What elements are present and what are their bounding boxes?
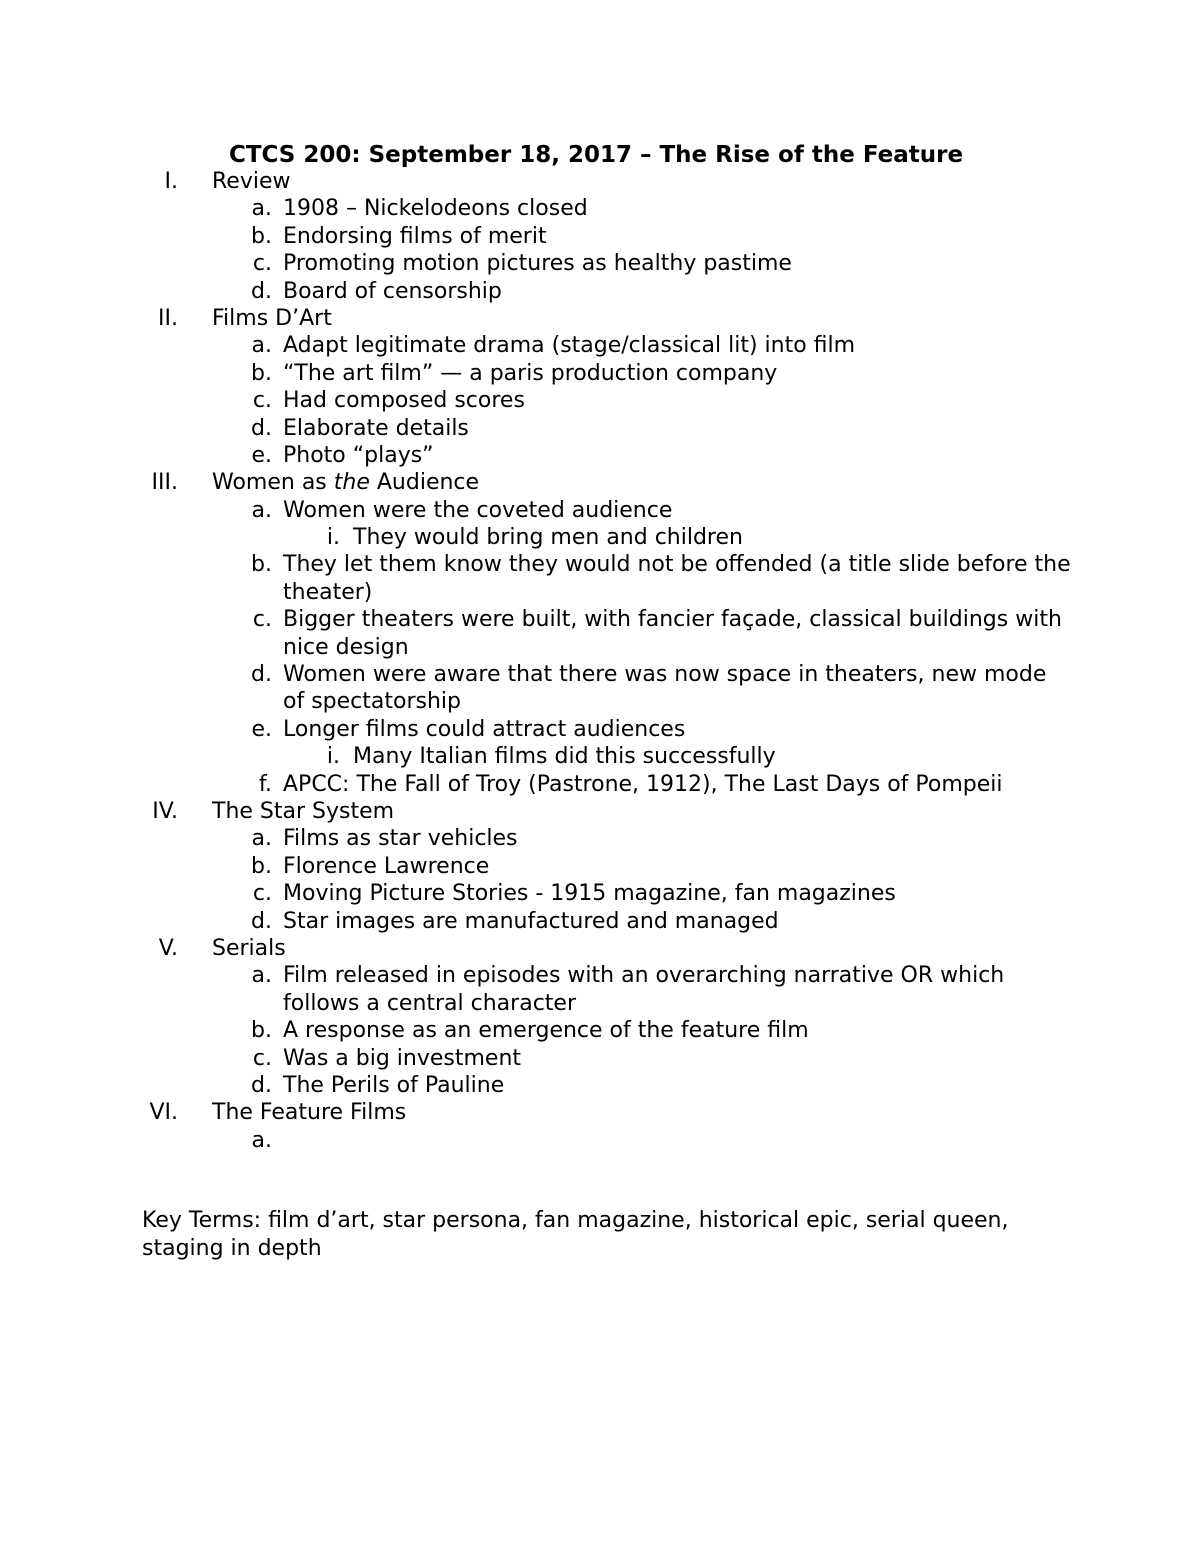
list-item: [0, 908, 1200, 935]
item-marker: d.: [251, 278, 272, 304]
document-title: CTCS 200: September 18, 2017 – The Rise of the Feature: [228, 142, 964, 168]
list-item: [0, 1017, 1200, 1044]
section-numeral: III.: [151, 470, 178, 496]
item-text: Women were aware that there was now space in theaters, new mode of spectatorship: [283, 662, 1047, 715]
item-marker: b.: [251, 223, 272, 249]
section-heading: [0, 168, 1200, 195]
section-numeral: I.: [164, 169, 178, 194]
item-marker: a.: [251, 963, 272, 989]
item-text: The Perils of Pauline: [283, 1072, 505, 1098]
list-item: [0, 332, 1200, 359]
list-item: [0, 387, 1200, 414]
item-marker: d.: [251, 908, 272, 934]
subitem-text: Many Italian films did this successfully: [353, 744, 776, 770]
key-terms: Key Terms: film d’art, star persona, fan magazine, historical epic, serial queen, staging in depth: [142, 1208, 1009, 1261]
item-text: Florence Lawrence: [283, 853, 490, 879]
item-marker: d.: [251, 662, 272, 688]
list-item: [0, 962, 1200, 1017]
section-title-part: Audience: [369, 470, 480, 496]
item-text: Endorsing films of merit: [283, 223, 547, 249]
list-item: [0, 278, 1200, 305]
list-item: [0, 606, 1200, 661]
subitem-text: They would bring men and children: [353, 525, 743, 551]
item-text: Star images are manufactured and managed: [283, 908, 779, 934]
sub-list-item: [0, 524, 1200, 551]
section-heading: [0, 305, 1200, 332]
item-text: Film released in episodes with an overarching narrative OR which follows a central character: [283, 963, 1005, 1016]
list-item: [0, 716, 1200, 743]
item-marker: a.: [251, 497, 272, 523]
list-item: [0, 661, 1200, 716]
subitem-marker: i.: [326, 525, 340, 551]
section-numeral: V.: [158, 935, 178, 961]
section-heading: [0, 935, 1200, 962]
item-marker: e.: [251, 442, 272, 468]
item-text: Promoting motion pictures as healthy pastime: [283, 251, 792, 277]
section-numeral: VI.: [149, 1100, 178, 1126]
list-item: [0, 1127, 1200, 1154]
item-text: Was a big investment: [283, 1045, 522, 1071]
item-text: Board of censorship: [283, 278, 502, 304]
item-marker: d.: [251, 1072, 272, 1098]
list-item: [0, 1045, 1200, 1072]
list-item: [0, 825, 1200, 852]
item-text: Women were the coveted audience: [283, 497, 673, 523]
item-text: 1908 – Nickelodeons closed: [283, 196, 588, 222]
section-title-emphasis: the: [333, 470, 370, 496]
item-marker: b.: [251, 360, 272, 386]
item-marker: a.: [251, 826, 272, 852]
item-marker: b.: [251, 552, 272, 578]
item-marker: c.: [252, 388, 272, 414]
list-item: [0, 442, 1200, 469]
item-text: They let them know they would not be offended (a title slide before the theater): [283, 552, 1071, 605]
section-heading: [0, 798, 1200, 825]
section-title: [212, 469, 479, 496]
section-heading: [0, 1099, 1200, 1126]
item-marker: c.: [252, 1045, 272, 1071]
item-marker: b.: [251, 853, 272, 879]
list-item: [0, 497, 1200, 524]
item-marker: e.: [251, 716, 272, 742]
section-numeral: II.: [158, 305, 178, 331]
item-text: Photo “plays”: [283, 442, 434, 468]
item-text: Had composed scores: [283, 388, 525, 414]
list-item: [0, 853, 1200, 880]
list-item: [0, 415, 1200, 442]
section-title: The Feature Films: [212, 1100, 407, 1126]
section-title: Films D’Art: [212, 305, 332, 331]
item-text: A response as an emergence of the feature film: [283, 1018, 809, 1044]
item-text: APCC: The Fall of Troy (Pastrone, 1912), The Last Days of Pompeii: [283, 771, 1003, 797]
section-title: Serials: [212, 935, 286, 961]
list-item: [0, 360, 1200, 387]
list-item: [0, 1072, 1200, 1099]
sub-list-item: [0, 743, 1200, 770]
item-text: Elaborate details: [283, 415, 469, 441]
list-item: [0, 195, 1200, 222]
item-text: Longer films could attract audiences: [283, 716, 686, 742]
item-marker: c.: [252, 881, 272, 907]
item-marker: a.: [251, 333, 272, 359]
section-title-part: Women as: [212, 470, 334, 496]
subitem-marker: i.: [326, 744, 340, 770]
list-item: [0, 250, 1200, 277]
item-marker: d.: [251, 415, 272, 441]
item-text: Films as star vehicles: [283, 826, 518, 852]
section-title: Review: [212, 169, 291, 194]
item-marker: b.: [251, 1018, 272, 1044]
item-text: Bigger theaters were built, with fancier façade, classical buildings with nice design: [283, 607, 1062, 660]
lecture-outline: [0, 168, 1200, 1154]
list-item: [0, 551, 1200, 606]
section-heading: [0, 469, 1200, 496]
item-marker: f.: [258, 771, 272, 797]
list-item: [0, 771, 1200, 798]
list-item: [0, 223, 1200, 250]
item-text: Moving Picture Stories - 1915 magazine, fan magazines: [283, 881, 896, 907]
item-marker: c.: [252, 607, 272, 633]
item-text: “The art film” — a paris production company: [283, 360, 778, 386]
list-item: [0, 880, 1200, 907]
item-marker: a.: [251, 1127, 272, 1153]
item-marker: a.: [251, 196, 272, 222]
item-marker: c.: [252, 251, 272, 277]
section-numeral: IV.: [152, 799, 178, 825]
item-text: Adapt legitimate drama (stage/classical lit) into film: [283, 333, 856, 359]
section-title: The Star System: [212, 799, 395, 825]
